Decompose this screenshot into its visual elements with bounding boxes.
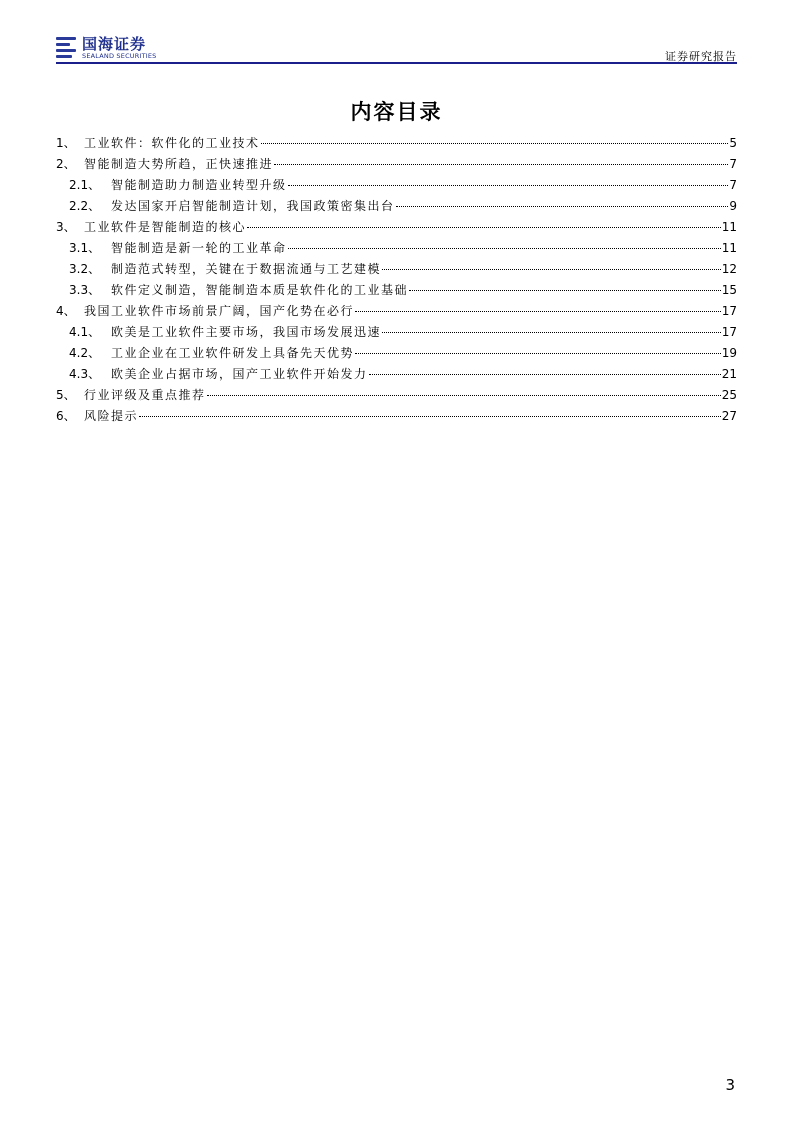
toc-page: 7 (729, 157, 737, 171)
toc-number: 2.2、 (69, 199, 101, 213)
toc-number: 3.3、 (69, 283, 101, 297)
toc-text: 制造范式转型，关键在于数据流通与工艺建模 (111, 262, 382, 276)
toc-entry[interactable] (56, 406, 737, 427)
toc-page: 19 (721, 346, 737, 360)
toc-page: 5 (729, 136, 737, 150)
toc-text: 软件定义制造，智能制造本质是软件化的工业基础 (111, 283, 409, 297)
toc-text: 欧美是工业软件主要市场，我国市场发展迅速 (111, 325, 382, 339)
toc-number: 5、 (56, 388, 76, 402)
toc-page: 7 (729, 178, 737, 192)
toc-leader-dots (261, 143, 729, 144)
toc-entry[interactable] (56, 238, 737, 259)
toc-entry[interactable] (56, 343, 737, 364)
toc-leader-dots (274, 164, 728, 165)
toc-leader-dots (409, 290, 721, 291)
toc-text: 智能制造是新一轮的工业革命 (111, 241, 287, 255)
toc-leader-dots (139, 416, 721, 417)
toc-text: 智能制造助力制造业转型升级 (111, 178, 287, 192)
toc-text: 智能制造大势所趋，正快速推进 (84, 157, 274, 171)
toc-entry[interactable] (56, 154, 737, 175)
toc-leader-dots (382, 332, 721, 333)
toc-leader-dots (355, 311, 721, 312)
toc-page: 11 (721, 241, 737, 255)
toc-number: 4.2、 (69, 346, 101, 360)
toc-page: 9 (729, 199, 737, 213)
toc-entry[interactable] (56, 175, 737, 196)
toc-text: 工业软件：软件化的工业技术 (84, 136, 260, 150)
toc-text: 发达国家开启智能制造计划，我国政策密集出台 (111, 199, 395, 213)
toc-leader-dots (355, 353, 721, 354)
toc-entry[interactable] (56, 217, 737, 238)
toc-page: 27 (721, 409, 737, 423)
toc-entry[interactable] (56, 301, 737, 322)
logo-mark-icon (56, 36, 76, 58)
toc-leader-dots (288, 248, 721, 249)
toc-entry[interactable] (56, 322, 737, 343)
toc-page: 17 (721, 304, 737, 318)
toc-text: 行业评级及重点推荐 (84, 388, 206, 402)
toc-number: 1、 (56, 136, 76, 150)
toc-text: 风险提示 (84, 409, 139, 423)
toc-entry[interactable] (56, 259, 737, 280)
logo-en: SEALAND SECURITIES (82, 52, 157, 60)
toc-number: 2.1、 (69, 178, 101, 192)
toc-text: 工业软件是智能制造的核心 (84, 220, 247, 234)
toc-number: 4.3、 (69, 367, 101, 381)
page-number: 3 (725, 1076, 735, 1094)
toc-entry[interactable] (56, 196, 737, 217)
toc-entry[interactable] (56, 364, 737, 385)
toc-page: 11 (721, 220, 737, 234)
toc-number: 6、 (56, 409, 76, 423)
toc-number: 3、 (56, 220, 76, 234)
toc-leader-dots (288, 185, 729, 186)
toc-number: 4.1、 (69, 325, 101, 339)
company-logo (56, 36, 157, 60)
logo-cn: 国海证券 (82, 35, 147, 53)
toc-text: 工业企业在工业软件研发上具备先天优势 (111, 346, 355, 360)
toc-page: 15 (721, 283, 737, 297)
toc-leader-dots (369, 374, 721, 375)
toc-entry[interactable] (56, 133, 737, 154)
report-type: 证券研究报告 (665, 50, 737, 63)
toc-entry[interactable] (56, 280, 737, 301)
page-title: 内容目录 (350, 100, 443, 124)
toc-number: 3.2、 (69, 262, 101, 276)
toc-leader-dots (382, 269, 721, 270)
toc-page: 12 (721, 262, 737, 276)
page-header (56, 36, 737, 64)
toc-leader-dots (207, 395, 721, 396)
toc-text: 欧美企业占据市场，国产工业软件开始发力 (111, 367, 368, 381)
toc-number: 3.1、 (69, 241, 101, 255)
toc-number: 4、 (56, 304, 76, 318)
toc-text: 我国工业软件市场前景广阔，国产化势在必行 (84, 304, 355, 318)
toc-leader-dots (396, 206, 729, 207)
toc-page: 21 (721, 367, 737, 381)
toc-leader-dots (247, 227, 721, 228)
toc-entry[interactable] (56, 385, 737, 406)
toc-number: 2、 (56, 157, 76, 171)
table-of-contents (56, 133, 737, 427)
toc-page: 25 (721, 388, 737, 402)
toc-page: 17 (721, 325, 737, 339)
